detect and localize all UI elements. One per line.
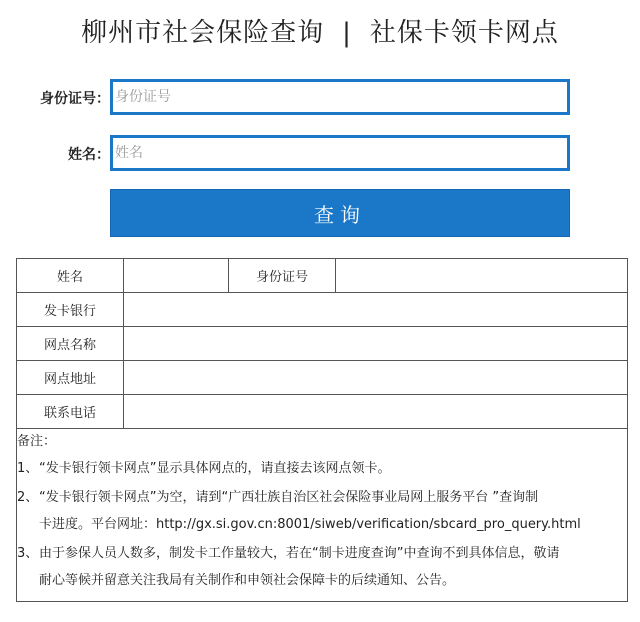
table-row [17, 361, 628, 395]
note-text [39, 489, 627, 534]
name-label: 姓名： [68, 147, 110, 163]
id-number-input[interactable] [110, 79, 570, 115]
note-text-line: 卡进度。平台网址：http://gx.si.gov.cn:8001/siweb/verification/sbcard_pro_query.html [39, 517, 581, 532]
page-title-main: 柳州市社会保险查询 [81, 18, 325, 48]
note-text [39, 545, 627, 590]
note-number: 2、 [17, 490, 39, 505]
note-text-line: “发卡银行领卡网点”显示具体网点的，请直接去该网点领卡。 [39, 461, 391, 476]
query-button[interactable]: 查询 [110, 189, 570, 237]
id-header-cell: 身份证号 [229, 259, 336, 293]
outlet-address-label: 网点地址 [17, 361, 124, 395]
list-item [17, 460, 627, 478]
id-number-label: 身份证号： [40, 91, 110, 107]
name-header-cell: 姓名 [17, 259, 124, 293]
issuing-bank-label: 发卡银行 [17, 293, 124, 327]
issuing-bank-value [124, 293, 628, 327]
page-title-sub: 社保卡领卡网点 [369, 18, 559, 48]
result-table [16, 258, 628, 602]
table-row [17, 327, 628, 361]
contact-phone-value [124, 395, 628, 429]
note-text-line: “发卡银行领卡网点”为空，请到“广西壮族自治区社会保险事业局网上服务平台 ”查询制 [39, 490, 539, 505]
list-item [17, 489, 627, 534]
note-text [39, 460, 627, 478]
table-row [17, 259, 628, 293]
notes-cell [17, 429, 628, 602]
table-row [17, 395, 628, 429]
list-item [17, 545, 627, 590]
notes-title: 备注： [17, 434, 57, 449]
outlet-name-label: 网点名称 [17, 327, 124, 361]
table-row [17, 293, 628, 327]
title-separator: | [342, 18, 352, 48]
note-text-line: 耐心等候并留意关注我局有关制作和申领社会保障卡的后续通知、公告。 [39, 573, 456, 588]
name-input[interactable] [110, 135, 570, 171]
note-number: 3、 [17, 546, 39, 561]
page-title [0, 12, 640, 49]
outlet-address-value [124, 361, 628, 395]
name-value-cell [124, 259, 229, 293]
notes-row [17, 429, 628, 602]
id-value-cell [336, 259, 628, 293]
note-text-line: 由于参保人员人数多，制发卡工作量较大，若在“制卡进度查询”中查询不到具体信息，敬请 [39, 546, 560, 561]
note-number: 1、 [17, 461, 39, 476]
contact-phone-label: 联系电话 [17, 395, 124, 429]
outlet-name-value [124, 327, 628, 361]
